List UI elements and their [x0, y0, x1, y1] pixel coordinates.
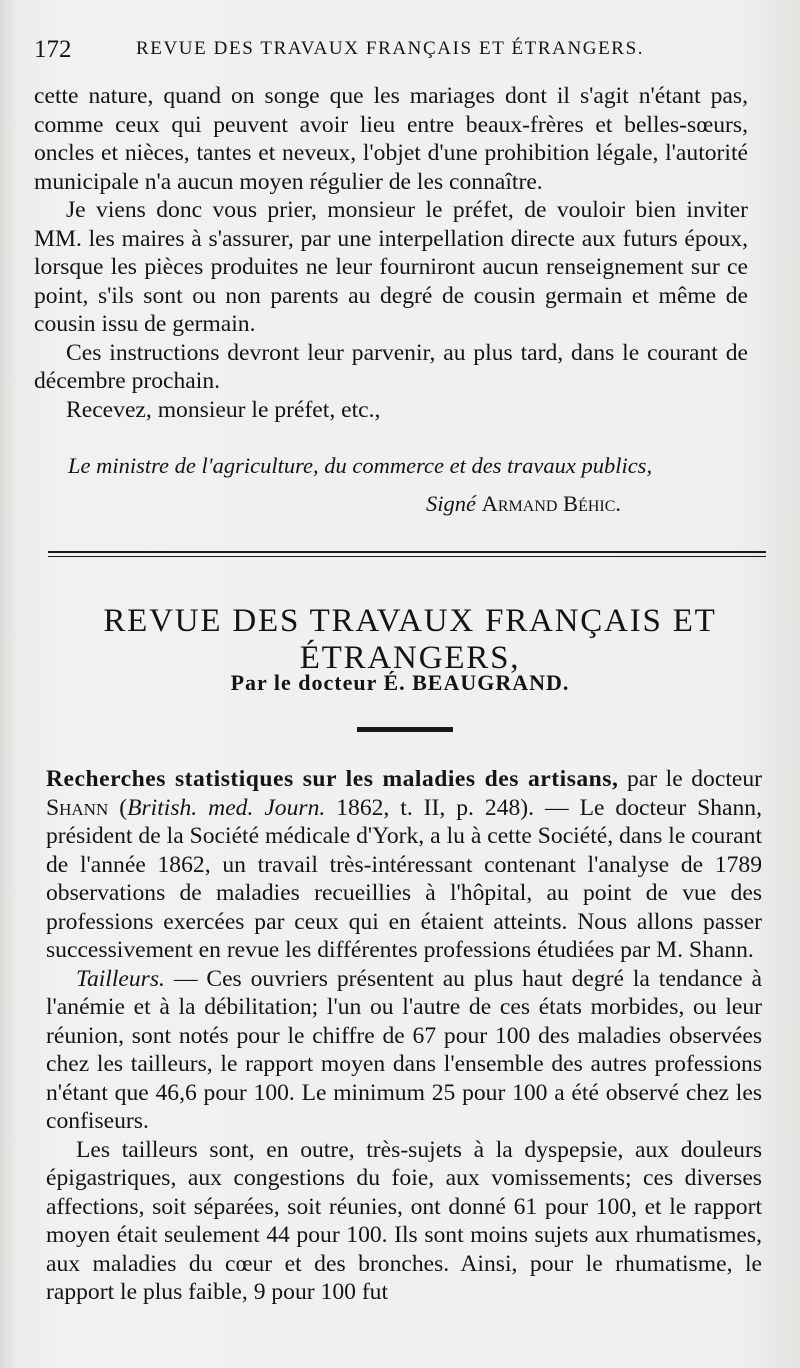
- letter-signoff: Le ministre de l'agriculture, du commerce et des travaux publics,: [68, 453, 653, 478]
- article-title: Recherches statistiques sur les maladies des artisans,: [46, 766, 619, 792]
- page-number: 172: [34, 36, 72, 63]
- subsection-lead: Tailleurs.: [76, 965, 165, 992]
- signer-name: Armand Béhic.: [481, 491, 622, 516]
- letter-signature: [426, 491, 621, 517]
- article-paragraph: [46, 765, 762, 965]
- byline-prefix: par le docteur: [626, 766, 762, 792]
- paragraph-text: — Ces ouvriers présentent au plus haut degré la tendance à l'anémie et à la débilitation; l'un ou l'autre de ces états morbides, ou leur réunion, sont notés pour le chiffre de 67 pour 100 des maladies observées chez les tailleurs, le rapport moyen dans l'ensemble des autres professions n'étant que 46,6 pour 100. Le minimum 25 pour 100 a été observé chez les confiseurs.: [46, 965, 763, 1134]
- section-title: REVUE DES TRAVAUX FRANÇAIS ET ÉTRANGERS,: [103, 603, 717, 676]
- title-rule: [357, 727, 453, 732]
- citation-details: 1862, t. II, p. 248). —: [336, 794, 569, 821]
- article-text: [46, 765, 762, 1307]
- page-header: [34, 36, 764, 72]
- letter-paragraph: Recevez, monsieur le préfet, etc.,: [66, 396, 381, 423]
- paragraph-text: Le docteur Shann, président de la Société médicale d'York, a lu à cette Société, dans le courant de l'année 1862, un travail très-intéressant contenant l'analyse de 1789 observations de maladies recueillies à l'hôpital, au point de vue des professions exercées par ceux qui en étaient atteints. Nous allons passer successivement en revue les différentes professions étudiées par M. Shann.: [46, 794, 763, 963]
- letter-paragraph: Je viens donc vous prier, monsieur le préfet, de vouloir bien inviter MM. les maires à s'assurer, par une interpellation directe aux futurs époux, lorsque les pièces produites ne leur fourniront aucun renseignement sur ce point, s'ils sont ou non parents au degré de cousin germain et même de cousin issu de germain.: [34, 197, 748, 337]
- section-author: Par le docteur É. BEAUGRAND.: [230, 670, 570, 695]
- article-paragraph: [46, 965, 762, 1136]
- article-paragraph: Les tailleurs sont, en outre, très-sujets à la dyspepsie, aux douleurs épigastriques, aux congestions du foie, aux vomissements; ces diverses affections, soit séparées, soit réunies, ont donné 61 pour 100, et le rapport moyen était seulement 44 pour 100. Ils sont moins sujets aux rhumatismes, aux maladies du cœur et des bronches. Ainsi, pour le rhumatisme, le rapport le plus faible, 9 pour 100 fut: [46, 1136, 762, 1305]
- citation-open: (: [119, 794, 128, 821]
- byline-author: Shann: [46, 794, 109, 821]
- signed-label: Signé: [426, 491, 476, 516]
- section-divider: [48, 551, 766, 557]
- citation-journal: British. med. Journ.: [127, 794, 326, 821]
- letter-paragraph: Ces instructions devront leur parvenir, au plus tard, dans le courant de décembre prochain.: [34, 339, 748, 394]
- letter-text: [34, 82, 748, 424]
- letter-paragraph: cette nature, quand on songe que les mariages dont il s'agit n'étant pas, comme ceux qui peuvent avoir lieu entre beaux-frères et belles-sœurs, oncles et nièces, tantes et neveux, l'objet d'une prohibition légale, l'autorité municipale n'a aucun moyen régulier de les connaître.: [34, 83, 748, 195]
- running-head: REVUE DES TRAVAUX FRANÇAIS ET ÉTRANGERS.: [136, 38, 645, 59]
